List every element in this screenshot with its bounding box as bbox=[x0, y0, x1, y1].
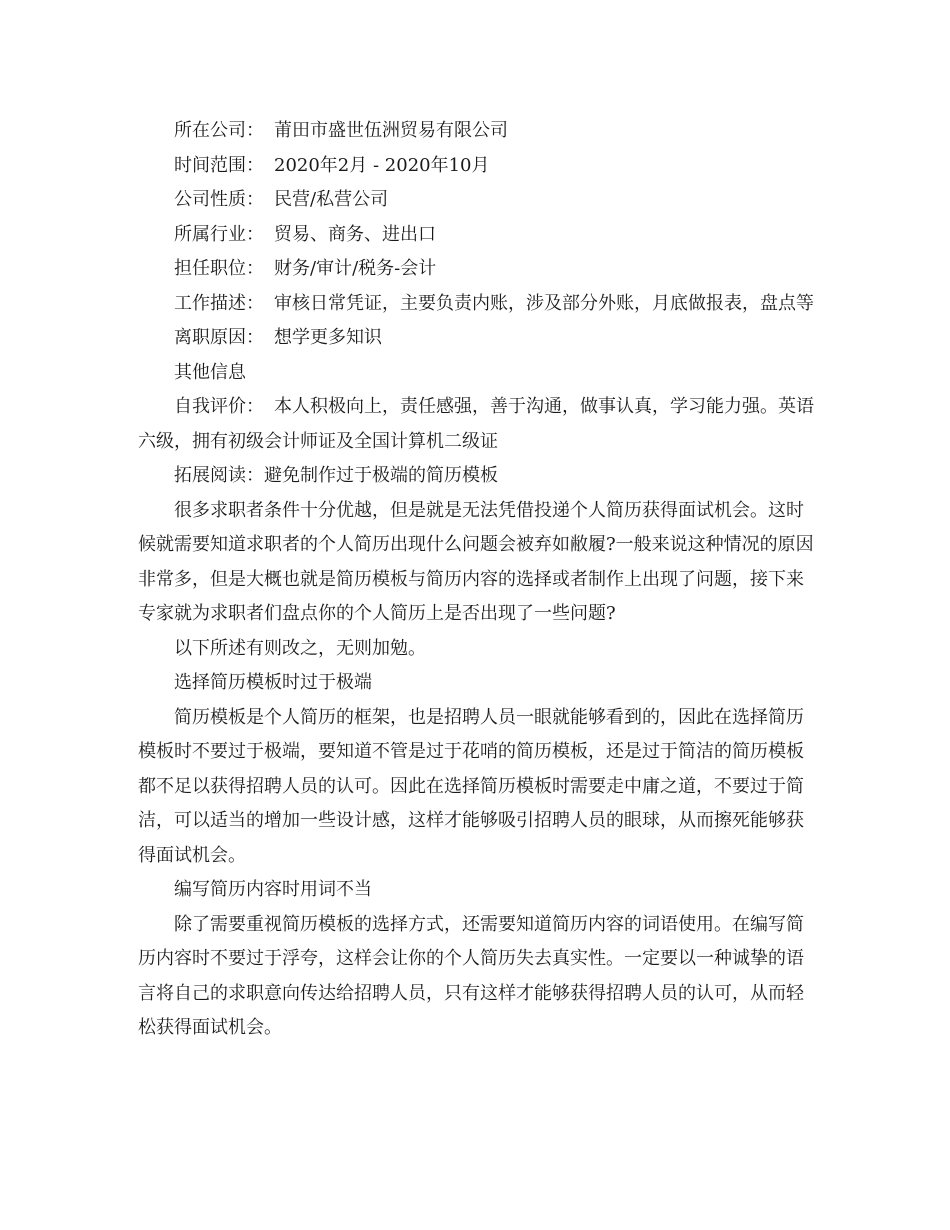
extended-reading-heading: 拓展阅读：避免制作过于极端的简历模板 bbox=[174, 465, 498, 486]
self-evaluation-label: 自我评价： bbox=[174, 396, 264, 417]
field-value: 想学更多知识 bbox=[274, 327, 382, 348]
field-value: 2020年2月 - 2020年10月 bbox=[274, 154, 490, 176]
intro-paragraph: 很多求职者条件十分优越，但是就是无法凭借投递个人简历获得面试机会。这时候就需要知道求职者的个人简历出现什么问题会被弃如敝履?一般来说这种情况的原因非常多，但是大概也就是简历模板与简历内容的选择或者制作上出现了问题，接下来专家就为求职者们盘点你的个人简历上是否出现了一些问题? bbox=[138, 499, 814, 624]
advice-paragraph: 以下所述有则改之，无则加勉。 bbox=[174, 637, 426, 659]
field-position bbox=[138, 252, 818, 287]
field-value: 审核日常凭证，主要负责内账，涉及部分外账，月底做报表，盘点等 bbox=[274, 292, 814, 314]
field-label: 担任职位： bbox=[174, 258, 264, 279]
template-paragraph: 简历模板是个人简历的框架，也是招聘人员一眼就能够看到的，因此在选择简历模板时不要过于极端，要知道不管是过于花哨的简历模板，还是过于简洁的简历模板都不足以获得招聘人员的认可。因此在选择简历模板时需要走中庸之道，不要过于简洁，可以适当的增加一些设计感，这样才能够吸引招聘人员的眼球，从而擦死能够获得面试机会。 bbox=[138, 706, 804, 866]
field-label: 公司性质： bbox=[174, 189, 264, 210]
field-job-description bbox=[138, 287, 818, 322]
field-value: 民营/私营公司 bbox=[274, 189, 389, 210]
field-value: 财务/审计/税务-会计 bbox=[274, 258, 437, 279]
field-company-type bbox=[138, 183, 818, 218]
field-label: 工作描述： bbox=[174, 292, 264, 314]
field-label: 离职原因： bbox=[174, 327, 264, 348]
field-time-range bbox=[138, 149, 818, 184]
section-heading-wording: 编写简历内容时用词不当 bbox=[174, 879, 372, 900]
other-info-heading: 其他信息 bbox=[174, 361, 246, 383]
wording-paragraph: 除了需要重视简历模板的选择方式，还需要知道简历内容的词语使用。在编写简历内容时不要过于浮夸，这样会让你的个人简历失去真实性。一定要以一种诚挚的语言将自己的求职意向传达给招聘人员，只有这样才能够获得招聘人员的认可，从而轻松获得面试机会。 bbox=[138, 913, 804, 1038]
field-label: 时间范围： bbox=[174, 154, 264, 176]
field-company bbox=[138, 114, 818, 149]
document-content bbox=[138, 114, 818, 1046]
self-evaluation-value: 本人积极向上，责任感强，善于沟通，做事认真，学习能力强。英语六级，拥有初级会计师证及全国计算机二级证 bbox=[138, 396, 814, 452]
field-label: 所属行业： bbox=[174, 223, 264, 245]
field-leave-reason bbox=[138, 321, 818, 356]
field-label: 所在公司： bbox=[174, 120, 264, 141]
field-value: 莆田市盛世伍洲贸易有限公司 bbox=[274, 120, 508, 141]
self-evaluation bbox=[138, 390, 818, 459]
section-heading-template: 选择简历模板时过于极端 bbox=[174, 672, 372, 693]
field-industry bbox=[138, 218, 818, 253]
field-value: 贸易、商务、进出口 bbox=[274, 223, 436, 245]
